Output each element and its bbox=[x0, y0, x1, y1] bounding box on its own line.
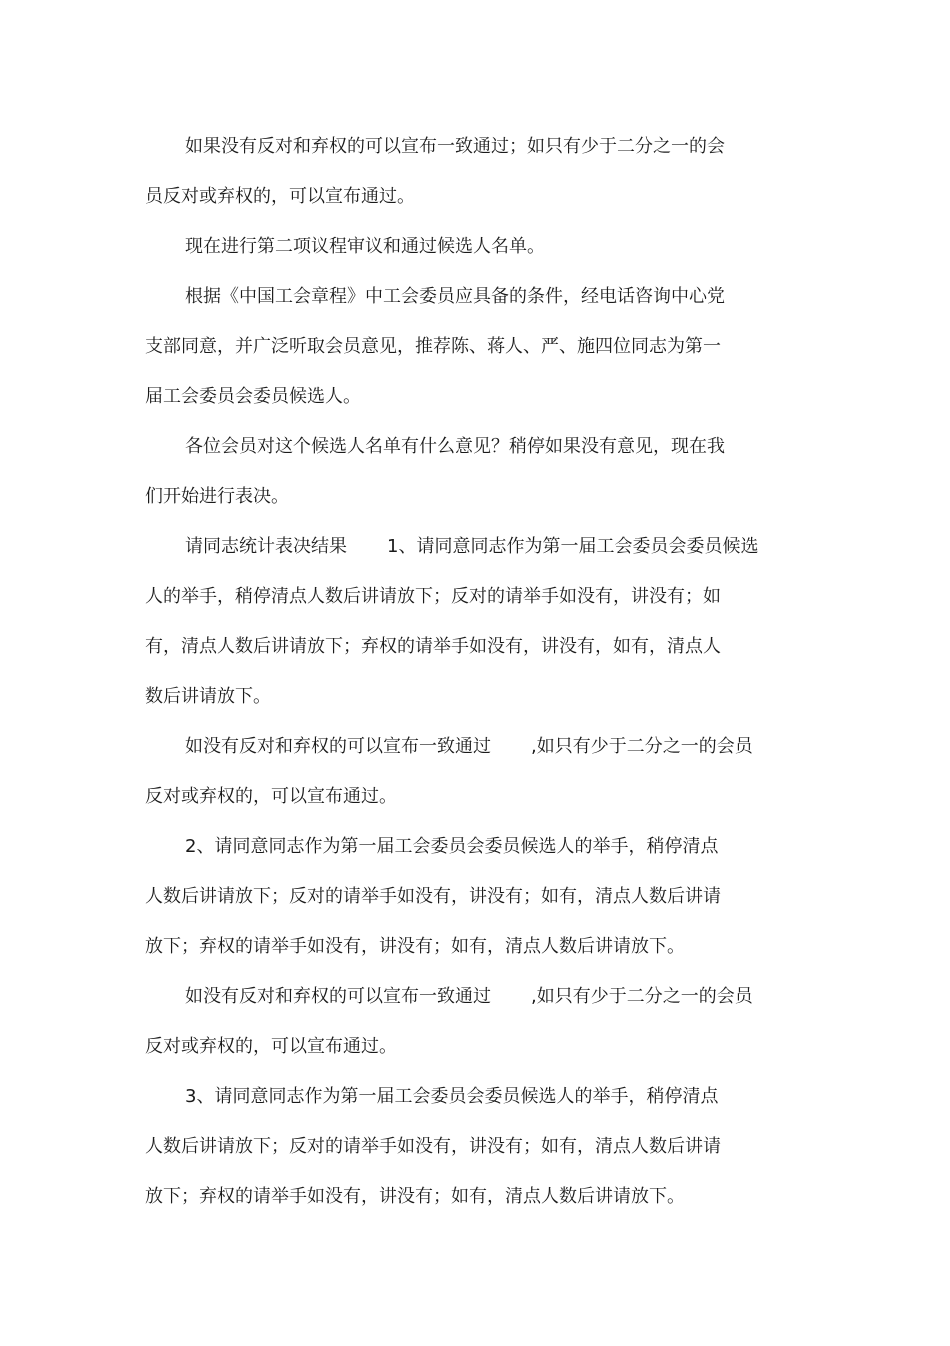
text-line: 人数后讲请放下；反对的请举手如没有，讲没有；如有，清点人数后讲请 bbox=[145, 886, 721, 907]
text-line: 反对或弃权的，可以宣布通过。 bbox=[145, 786, 397, 807]
text-segment: 请同志统计表决结果 bbox=[185, 536, 347, 557]
document-body bbox=[145, 122, 785, 1222]
text-line bbox=[145, 972, 785, 1022]
text-segment: ,如只有少于二分之一的会员 bbox=[531, 986, 753, 1007]
text-segment: 如没有反对和弃权的可以宣布一致通过 bbox=[185, 986, 491, 1007]
text-line: 人数后讲请放下；反对的请举手如没有，讲没有；如有，清点人数后讲请 bbox=[145, 1136, 721, 1157]
text-line: 放下；弃权的请举手如没有，讲没有；如有，清点人数后讲请放下。 bbox=[145, 1186, 685, 1207]
paragraph-unanimous-rule-2 bbox=[145, 722, 785, 822]
text-line: 员反对或弃权的，可以宣布通过。 bbox=[145, 186, 415, 207]
text-line: 根据《中国工会章程》中工会委员应具备的条件，经电话咨询中心党 bbox=[185, 286, 725, 307]
paragraph-nomination bbox=[145, 272, 785, 422]
text-line: 放下；弃权的请举手如没有，讲没有；如有，清点人数后讲请放下。 bbox=[145, 936, 685, 957]
text-line: 如果没有反对和弃权的可以宣布一致通过；如只有少于二分之一的会 bbox=[185, 136, 725, 157]
text-segment: 如没有反对和弃权的可以宣布一致通过 bbox=[185, 736, 491, 757]
paragraph-vote-3 bbox=[145, 1072, 785, 1222]
paragraph-opinions bbox=[145, 422, 785, 522]
paragraph-second-agenda bbox=[145, 222, 785, 272]
paragraph-unanimous-rule-1 bbox=[145, 122, 785, 222]
text-line: 们开始进行表决。 bbox=[145, 486, 289, 507]
text-line: 届工会委员会委员候选人。 bbox=[145, 386, 361, 407]
text-line: 有，清点人数后讲请放下；弃权的请举手如没有，讲没有，如有，清点人 bbox=[145, 636, 721, 657]
text-line bbox=[145, 722, 785, 772]
text-line bbox=[145, 522, 785, 572]
text-line: 现在进行第二项议程审议和通过候选人名单。 bbox=[185, 236, 545, 257]
text-line: 各位会员对这个候选人名单有什么意见？稍停如果没有意见，现在我 bbox=[185, 436, 725, 457]
text-line: 反对或弃权的，可以宣布通过。 bbox=[145, 1036, 397, 1057]
text-segment: ,如只有少于二分之一的会员 bbox=[531, 736, 753, 757]
text-line: 3、请同意同志作为第一届工会委员会委员候选人的举手，稍停清点 bbox=[185, 1086, 719, 1107]
text-line: 2、请同意同志作为第一届工会委员会委员候选人的举手，稍停清点 bbox=[185, 836, 719, 857]
text-line: 支部同意，并广泛听取会员意见，推荐陈、蒋人、严、施四位同志为第一 bbox=[145, 336, 721, 357]
paragraph-vote-2 bbox=[145, 822, 785, 972]
text-segment: 1、请同意同志作为第一届工会委员会委员候选 bbox=[387, 536, 759, 557]
text-line: 人的举手，稍停清点人数后讲请放下；反对的请举手如没有，讲没有；如 bbox=[145, 586, 721, 607]
paragraph-unanimous-rule-3 bbox=[145, 972, 785, 1072]
text-line: 数后讲请放下。 bbox=[145, 686, 271, 707]
paragraph-vote-1 bbox=[145, 522, 785, 722]
